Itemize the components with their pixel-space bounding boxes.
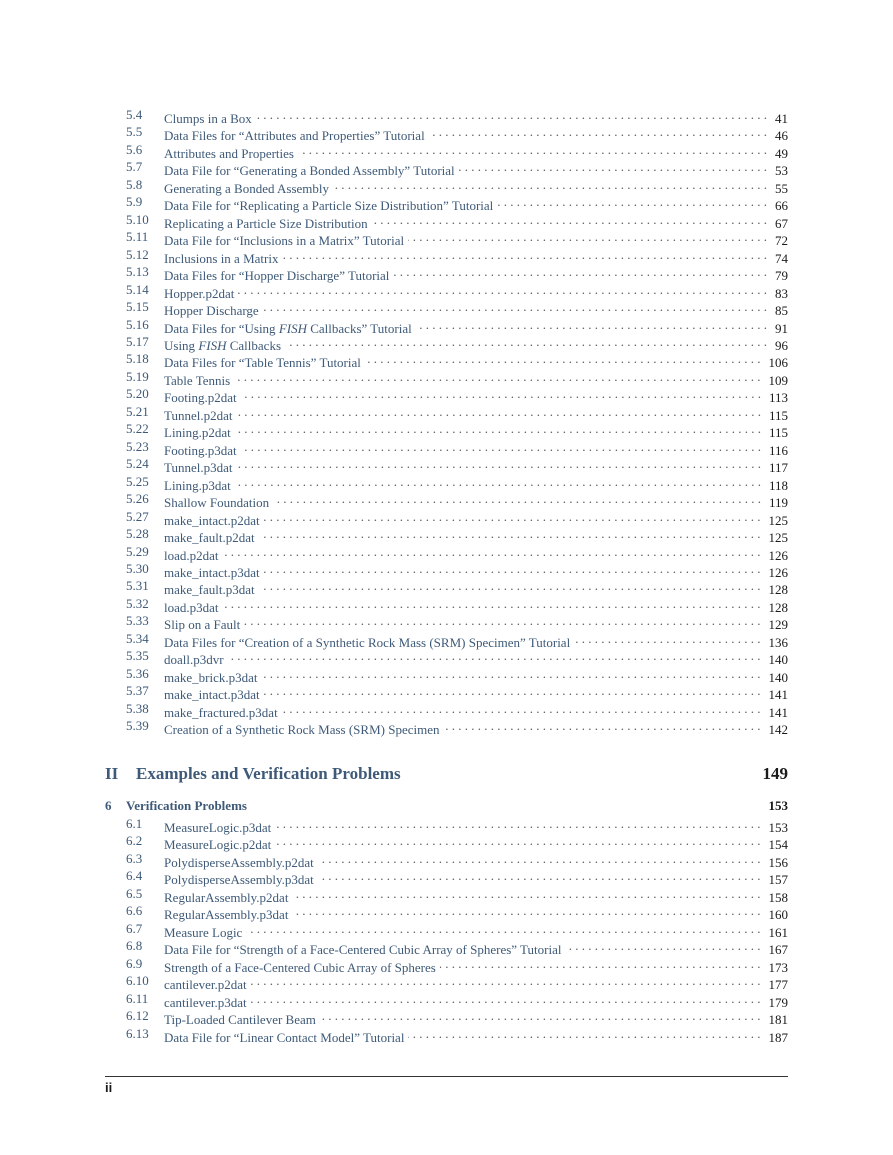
toc-entry-line [164,1025,788,1046]
toc-entry-page-number: 118 [768,477,788,493]
toc-entry-title-post: Callbacks” Tutorial [306,320,412,336]
chapter-heading[interactable] [105,797,788,815]
toc-entry-number: 6.13 [126,1025,149,1041]
toc-entry[interactable] [0,682,893,703]
toc-entry[interactable] [0,350,893,371]
dot-leader [264,682,761,699]
toc-entry-title-emphasis: FISH [198,337,227,353]
toc-entry-number: 6.12 [126,1008,149,1024]
toc-entry-title: Footing.p2dat [164,390,237,406]
toc-entry-page-number: 116 [768,442,788,458]
toc-entry-number: 5.10 [126,211,149,227]
toc-entry[interactable] [0,263,893,284]
toc-entry-page-number: 46 [775,128,788,144]
toc-entry[interactable] [0,176,893,196]
toc-entry-title: Data File for “Replicating a Particle Size Distribution” Tutorial [164,198,494,214]
toc-entry-title: Table Tennis [164,372,231,388]
toc-entry[interactable] [0,700,893,720]
toc-entry-number: 5.8 [126,176,143,192]
toc-entry-title: Attributes and Properties [164,145,294,161]
toc-entry-number: 6.6 [126,903,143,919]
dot-leader [292,902,760,919]
toc-entry-number: 5.9 [126,194,143,210]
toc-entry[interactable] [0,438,893,458]
footer-rule [105,1076,788,1077]
toc-entry-title-emphasis: FISH [278,320,307,336]
toc-entry-number: 6.11 [126,990,149,1006]
toc-entry[interactable] [0,508,893,528]
toc-entry-number: 5.19 [126,368,149,384]
toc-entry-number: 6.3 [126,850,143,866]
toc-entry-number: 5.7 [126,159,143,175]
toc-entry-title: Lining.p2dat [164,425,231,441]
toc-entry-title: make_fault.p3dat [164,582,255,598]
dot-leader [241,438,761,455]
toc-entry-number: 5.4 [126,107,143,122]
toc-entry[interactable] [0,630,893,650]
toc-entry-page-number: 179 [768,994,788,1010]
toc-entry-title: cantilever.p3dat [164,994,247,1010]
toc-entry-title: RegularAssembly.p3dat [164,907,289,923]
toc-entry-number: 6.8 [126,938,143,954]
toc-entry-page-number: 181 [768,1012,788,1028]
toc-entry-page-number: 66 [775,198,788,214]
toc-entry[interactable] [0,560,893,580]
toc-entry-page-number: 140 [768,669,788,685]
toc-entry-page-number: 141 [768,687,788,703]
toc-entry-number: 5.5 [126,124,143,140]
toc-entry-title: Slip on a Fault [164,617,241,633]
toc-entry[interactable] [0,990,893,1010]
dot-leader [318,850,761,867]
toc-entry-title: PolydisperseAssembly.p2dat [164,854,314,870]
toc-entry-number: 5.20 [126,386,149,402]
dot-leader [238,281,767,298]
toc-entry-title: Measure Logic [164,924,243,940]
toc-entry-title: Lining.p3dat [164,477,231,493]
toc-entry[interactable] [0,193,893,214]
toc-entry[interactable] [0,937,893,958]
toc-entry-page-number: 113 [768,390,788,406]
toc-entry[interactable] [0,228,893,249]
toc-entry-page-number: 125 [768,530,788,546]
toc-entry-title: cantilever.p2dat [164,977,247,993]
toc-entry-number: 6.5 [126,885,143,901]
toc-entry[interactable] [0,420,893,441]
toc-entry-number: 5.24 [126,456,149,472]
toc-entry-page-number: 115 [768,425,788,441]
toc-entry-title-pre: Data Files for “Using [164,320,279,336]
toc-entry-title: make_intact.p3dat [164,687,260,703]
toc-entry-page-number: 96 [775,337,788,353]
toc-entry-title: Hopper.p2dat [164,285,235,301]
toc-entry-title: Data File for “Inclusions in a Matrix” Tutorial [164,233,405,249]
toc-entry[interactable] [0,281,893,301]
toc-entry-number: 5.35 [126,648,149,664]
toc-entry-page-number: 85 [775,303,788,319]
toc-entry-page-number: 106 [768,355,788,371]
toc-entry[interactable] [0,246,893,266]
toc-entry[interactable] [0,665,893,685]
toc-entry[interactable] [0,595,893,615]
toc-entry[interactable] [0,955,893,975]
toc-entry-title: MeasureLogic.p3dat [164,820,272,835]
toc-entry[interactable] [0,473,893,493]
toc-entry-page-number: 128 [768,582,788,598]
dot-leader [292,885,760,902]
toc-entry-title: Inclusions in a Matrix [164,250,279,266]
toc-entry-page-number: 83 [775,285,788,301]
toc-entry-title: doall.p3dvr [164,652,224,668]
toc-entry-title-post: Callbacks [226,337,281,353]
toc-entry-number: 5.36 [126,665,149,681]
toc-entry-title: make_intact.p3dat [164,564,260,580]
dot-leader [251,990,761,1007]
toc-entry-page-number: 126 [768,564,788,580]
toc-entry-number: 5.17 [126,333,149,349]
dot-leader [235,420,761,437]
dot-leader [408,228,767,245]
toc-entry-title: Tunnel.p3dat [164,460,233,476]
dot-leader [262,665,761,682]
toc-entry[interactable] [0,867,893,888]
dot-leader [333,176,767,193]
dot-leader [440,955,761,972]
dot-leader [320,1007,761,1024]
part-title: Examples and Verification Problems [136,764,401,783]
dot-leader [497,193,767,210]
dot-leader [273,490,761,507]
toc-entry-page-number: 74 [775,250,788,266]
toc-entry-title: Tunnel.p2dat [164,407,233,423]
toc-entry-page-number: 153 [768,820,788,835]
footer-page-label: ii [105,1080,113,1095]
dot-leader [372,211,767,228]
toc-entry-page-number: 115 [768,407,788,423]
toc-entry-page-number: 167 [768,942,788,958]
toc-entry-page-number: 53 [775,163,788,179]
toc-entry[interactable] [0,920,893,940]
toc-entry-page-number: 79 [775,268,788,284]
part-number: II [105,764,119,783]
toc-entry-page-number: 119 [768,495,788,511]
dot-leader [393,263,767,280]
toc-entry-number: 5.15 [126,299,149,315]
toc-entry-number: 5.37 [126,683,149,699]
toc-entry[interactable] [0,316,893,336]
toc-entry-page-number: 161 [768,924,788,940]
toc-entry[interactable] [0,543,893,563]
toc-entry[interactable] [0,577,893,598]
toc-entry[interactable] [0,455,893,476]
toc-entry-title: MeasureLogic.p2dat [164,837,272,853]
toc-entry-title: make_brick.p3dat [164,669,258,685]
dot-leader [298,141,767,158]
toc-entry-title: Creation of a Synthetic Rock Mass (SRM) Specimen [164,722,440,738]
toc-entry[interactable] [0,333,893,353]
toc-entry-title: PolydisperseAssembly.p3dat [164,872,314,888]
part-heading[interactable] [105,762,788,786]
toc-entry-title: Strength of a Face-Centered Cubic Array of Spheres [164,959,436,975]
toc-entry[interactable] [0,298,893,319]
toc-entry-number: 6.7 [126,920,143,936]
toc-entry-title: Footing.p3dat [164,442,237,458]
dot-leader [237,403,761,420]
toc-entry-title: Data Files for “Hopper Discharge” Tutorial [164,268,390,284]
toc-entry-number: 5.22 [126,421,149,437]
chapter-number: 6 [105,798,112,813]
toc-entry-number: 5.6 [126,141,143,157]
toc-entry-title: Tip-Loaded Cantilever Beam [164,1012,316,1028]
toc-entry-number: 5.27 [126,508,149,524]
dot-leader [251,972,761,989]
toc-entry-title: Data File for “Linear Contact Model” Tutorial [164,1029,405,1045]
toc-entry-number: 5.11 [126,229,149,245]
toc-entry-page-number: 136 [768,634,788,650]
dot-leader [264,508,761,525]
toc-entry-number: 5.12 [126,246,149,262]
toc-entry-number: 5.13 [126,264,149,280]
dot-leader [318,867,761,884]
toc-entry-title: Data Files for “Creation of a Synthetic Rock Mass (SRM) Specimen” Tutorial [164,634,571,650]
toc-entry-page-number: 128 [768,599,788,615]
toc-entry-page-number: 129 [768,617,788,633]
toc-entry-number: 5.14 [126,281,149,297]
toc-entry-page-number: 141 [768,704,788,720]
toc-entry[interactable] [0,403,893,423]
toc-entry[interactable] [0,1007,893,1028]
toc-entry-page-number: 109 [768,372,788,388]
dot-leader [241,385,761,402]
toc-entry[interactable] [0,885,893,905]
toc-entry-number: 5.21 [126,403,149,419]
toc-entry-line [164,717,788,738]
dot-leader [256,106,767,123]
toc-entry[interactable] [0,106,893,126]
toc-entry-number: 5.31 [126,578,149,594]
dot-leader [429,123,767,140]
toc-entry-page-number: 49 [775,145,788,161]
toc-entry-title: Data File for “Generating a Bonded Assembly” Tutorial [164,163,455,179]
dot-leader [282,700,761,717]
toc-entry[interactable] [0,368,893,388]
toc-entry[interactable] [0,717,893,738]
toc-entry-page-number: 117 [768,460,788,476]
toc-entry-page-number: 126 [768,547,788,563]
dot-leader [264,560,761,577]
toc-entry-number: 5.23 [126,438,149,454]
dot-leader [234,368,760,385]
dot-leader [416,316,767,333]
dot-leader [565,937,760,954]
part-page-number: 149 [762,764,788,783]
toc-entry-number: 5.28 [126,526,149,542]
toc-entry-number: 5.29 [126,543,149,559]
toc-entry-number: 5.26 [126,491,149,507]
dot-leader [275,832,760,849]
toc-entry-page-number: 41 [775,111,788,126]
toc-entry-page-number: 72 [775,233,788,249]
toc-entry-page-number: 173 [768,959,788,975]
toc-entry-title: load.p3dat [164,599,219,615]
toc-entry-number: 6.1 [126,816,143,831]
toc-entry-number: 5.39 [126,718,149,734]
toc-entry[interactable] [0,815,893,835]
toc-entry-page-number: 142 [768,722,788,738]
dot-leader [574,630,760,647]
dot-leader [237,455,761,472]
toc-entry[interactable] [0,158,893,179]
chapter-title: Verification Problems [126,798,247,813]
toc-entry-number: 5.30 [126,560,149,576]
dot-leader [459,158,767,175]
toc-entry-title: Replicating a Particle Size Distribution [164,215,368,231]
toc-entry-number: 5.18 [126,351,149,367]
toc-entry[interactable] [0,832,893,853]
dot-leader [365,350,761,367]
toc-entry[interactable] [0,1025,893,1045]
toc-entry-title: Shallow Foundation [164,495,270,511]
toc-entry-title: Hopper Discharge [164,303,259,319]
toc-entry[interactable] [0,850,893,870]
toc-entry-number: 5.34 [126,630,149,646]
dot-leader [228,647,761,664]
chapter-page-number: 153 [768,798,788,813]
toc-entry-page-number: 187 [768,1029,788,1045]
toc-entry-page-number: 154 [768,837,788,853]
toc-entry-page-number: 160 [768,907,788,923]
dot-leader [223,595,761,612]
dot-leader [408,1025,760,1042]
toc-entry-page-number: 91 [775,320,788,336]
dot-leader [259,577,761,594]
dot-leader [244,612,760,629]
dot-leader [282,246,767,263]
toc-entry-number: 6.2 [126,833,143,849]
toc-entry-number: 6.9 [126,955,143,971]
toc-entry-page-number: 156 [768,854,788,870]
toc-entry-page-number: 157 [768,872,788,888]
toc-entry-number: 5.33 [126,613,149,629]
toc-entry-number: 5.25 [126,473,149,489]
toc-entry-number: 5.38 [126,700,149,716]
dot-leader [235,473,761,490]
toc-entry-title: Data File for “Strength of a Face-Centered Cubic Array of Spheres” Tutorial [164,942,562,958]
toc-entry-title: make_intact.p2dat [164,512,260,528]
dot-leader [246,920,760,937]
toc-entry[interactable] [0,525,893,546]
dot-leader [275,815,760,832]
toc-entry-title: Data Files for “Table Tennis” Tutorial [164,355,361,371]
toc-entry-title: make_fractured.p3dat [164,704,278,720]
toc-entry-page-number: 125 [768,512,788,528]
toc-entry-title: make_fault.p2dat [164,530,255,546]
toc-entry-title: Generating a Bonded Assembly [164,180,329,196]
dot-leader [263,298,767,315]
toc-entry-page-number: 55 [775,180,788,196]
toc-entry-title-pre: Using [164,337,199,353]
toc-entry-title: load.p2dat [164,547,219,563]
toc-entry[interactable] [0,211,893,231]
toc-entry-title: Data Files for “Attributes and Properties” Tutorial [164,128,425,144]
toc-entry[interactable] [0,490,893,511]
toc-entry-number: 6.10 [126,973,149,989]
toc-entry-page-number: 177 [768,977,788,993]
dot-leader [259,525,761,542]
toc-entry[interactable] [0,902,893,923]
toc-entry-page-number: 140 [768,652,788,668]
toc-entry-number: 5.16 [126,316,149,332]
toc-entry-page-number: 158 [768,889,788,905]
dot-leader [285,333,767,350]
toc-entry-number: 5.32 [126,595,149,611]
dot-leader [223,543,761,560]
toc-entry[interactable] [0,612,893,633]
toc-entry[interactable] [0,141,893,161]
toc-entry-number: 6.4 [126,868,143,884]
toc-entry-title: RegularAssembly.p2dat [164,889,289,905]
dot-leader [444,717,761,734]
toc-entry[interactable] [0,972,893,993]
toc-entry[interactable] [0,123,893,144]
toc-entry-page-number: 67 [775,215,788,231]
toc-entry-title: Clumps in a Box [164,111,252,126]
toc-entry[interactable] [0,385,893,406]
toc-entry[interactable] [0,647,893,668]
